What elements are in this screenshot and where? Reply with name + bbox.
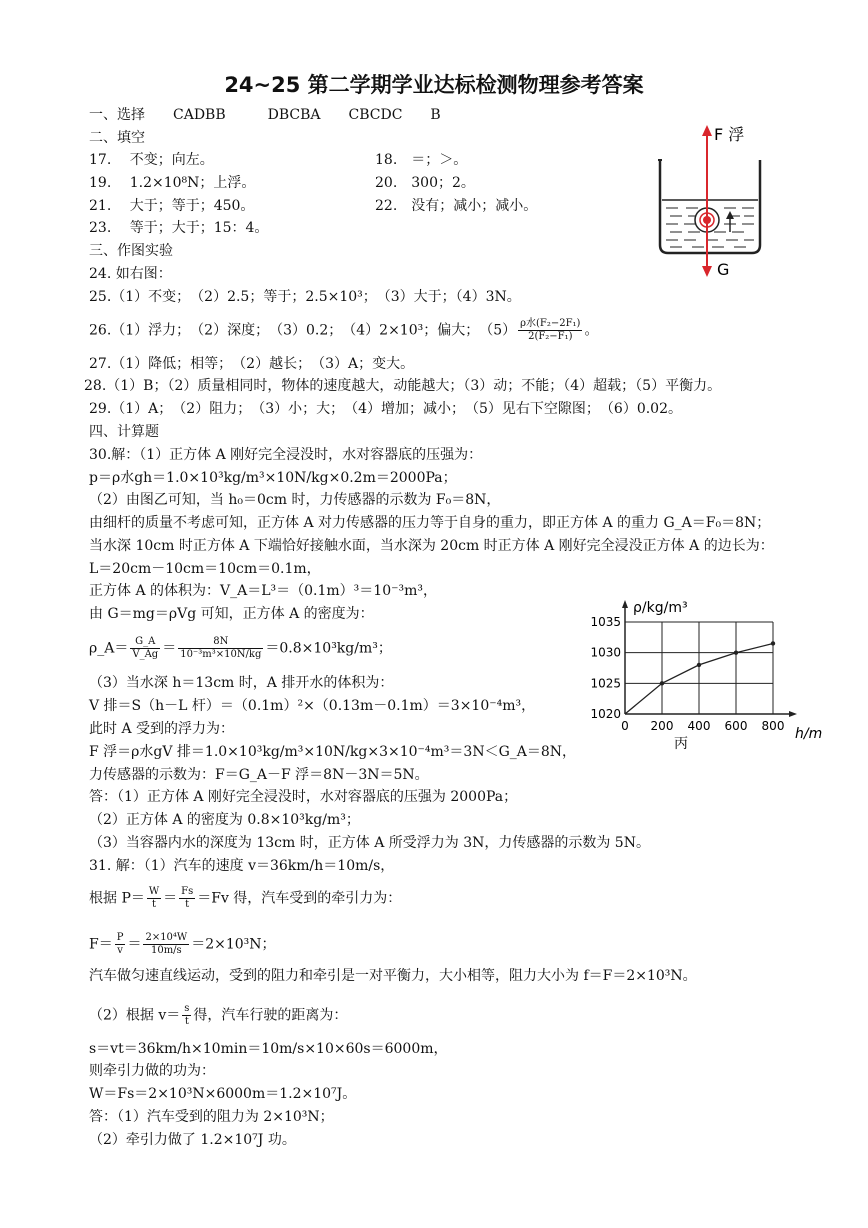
formula-text: 根据 P＝ — [89, 890, 145, 907]
fraction-denominator: V_Ag — [132, 649, 159, 660]
density-formula — [89, 636, 392, 661]
fraction-denominator: 10⁻³m³×10N/kg — [180, 649, 262, 660]
chart-svg — [585, 590, 835, 780]
section-fill-blank: 二、填空 — [89, 130, 145, 146]
fraction-numerator: ρ水(F₂−2F₁) — [520, 318, 581, 329]
answer-27: 27.（1）降低；相等； （2）越长； （3）A；变大。 — [89, 356, 415, 372]
velocity-formula — [89, 1003, 347, 1028]
y-axis-arrow — [622, 600, 628, 608]
data-point — [734, 650, 738, 654]
solution-30-line: （2）由图乙可知，当 h₀＝0cm 时，力传感器的示数为 F₀＝8N， — [89, 492, 501, 508]
center-point — [703, 216, 711, 224]
solution-30-line: （3）当容器内水的深度为 13cm 时，正方体 A 所受浮力为 3N，力传感器的示数为 5N。 — [89, 835, 650, 851]
formula-result: ＝0.8×10³kg/m³； — [265, 640, 392, 657]
solution-30-line: 答：（1）正方体 A 刚好完全浸没时，水对容器底的压强为 2000Pa； — [89, 789, 518, 805]
formula-text: （2）根据 v＝ — [89, 1007, 181, 1024]
formula-fraction — [182, 1003, 191, 1028]
buoyant-force-label: F 浮 — [714, 125, 745, 144]
solution-31-line: 答：（1）汽车受到的阻力为 2×10³N； — [89, 1109, 334, 1125]
fraction-denominator: t — [152, 899, 157, 910]
formula-equals: ＝ — [162, 640, 177, 657]
solution-30-line: 正方体 A 的体积为：V_A＝L³＝（0.1m）³＝10⁻³m³， — [89, 583, 437, 599]
formula-result: 得，汽车行驶的距离为： — [193, 1007, 348, 1024]
solution-30-line: 此时 A 受到的浮力为： — [89, 721, 235, 737]
solution-30-line: 当水深 10cm 时正方体 A 下端恰好接触水面，当水深为 20cm 时正方体 A 刚好完全浸没正方体 A 的边长为： — [89, 538, 774, 554]
solution-30-line: F 浮＝ρ水gV 排＝1.0×10³kg/m³×10N/kg×3×10⁻⁴m³＝3N＜G_A＝8N， — [89, 744, 577, 760]
answer-22: 22. 没有；减小；减小。 — [375, 198, 538, 214]
answer-24: 24. 如右图： — [89, 266, 172, 282]
fraction-denominator: 10m/s — [150, 945, 182, 956]
fraction-numerator: s — [184, 1003, 190, 1014]
data-point — [697, 663, 701, 667]
buoyant-force-arrowhead — [702, 125, 712, 136]
answer-21: 21. 大于；等于；450。 — [89, 198, 255, 214]
x-tick-label: 200 — [650, 719, 674, 733]
y-tick-label: 1035 — [590, 615, 621, 629]
answer-19: 19. 1.2×10⁸N；上浮。 — [89, 175, 256, 191]
arrow-head-small — [726, 211, 734, 219]
choice-answers: 一、选择 CADBB DBCBA CBCDC B — [89, 107, 441, 123]
beaker-force-diagram — [650, 120, 770, 285]
solution-30-line: V 排＝S（h－L 杆）＝（0.1m）²×（0.13m－0.1m）＝3×10⁻⁴m³， — [89, 698, 536, 714]
data-point — [660, 681, 664, 685]
answer-26-end: 。 — [584, 322, 599, 339]
fraction-numerator: G_A — [130, 636, 160, 649]
fraction-numerator: Fs — [181, 886, 194, 897]
y-tick-label: 1030 — [590, 645, 621, 660]
fraction-numerator: W — [148, 886, 160, 897]
solution-31-line: 则牵引力做的功为： — [89, 1063, 215, 1079]
gravity-label: G — [717, 260, 730, 279]
page-title: 24~25 第二学期学业达标检测物理参考答案 — [224, 73, 644, 97]
formula-equals: ＝ — [163, 890, 178, 907]
formula-fraction — [130, 636, 160, 661]
fraction-denominator: 2(F₂−F₁) — [528, 331, 573, 342]
power-formula — [89, 886, 401, 911]
answer-18: 18. ＝；＞。 — [375, 152, 468, 168]
solution-30-line: （3）当水深 h＝13cm 时，A 排开水的体积为： — [89, 675, 394, 691]
answer-25: 25.（1）不变； （2）2.5；等于；2.5×10³； （3）大于；（4）3N。 — [89, 289, 521, 305]
fraction-denominator: t — [184, 1016, 189, 1027]
answer-28: 28.（1）B；（2）质量相同时，物体的速度越大，动能越大；（3）动；不能；（4）超载；（5）平衡力。 — [84, 378, 722, 394]
solution-30-line: p＝ρ水gh＝1.0×10³kg/m³×10N/kg×0.2m＝2000Pa； — [89, 470, 457, 486]
solution-31-line: 31. 解：（1）汽车的速度 v＝36km/h＝10m/s， — [89, 858, 395, 874]
answer-29: 29.（1）A； （2）阻力； （3）小；大； （4）增加；减小； （5）见右下空隙图； （6）0.02。 — [89, 401, 682, 417]
y-axis-label: ρ/kg/m³ — [633, 600, 688, 616]
fraction-numerator: P — [116, 932, 124, 943]
answer-26-text: 26.（1）浮力； （2）深度； （3）0.2； （4）2×10³；偏大； （5） — [89, 322, 517, 339]
data-point — [771, 641, 775, 645]
chart-caption: 丙 — [674, 736, 688, 752]
x-tick-label: 800 — [761, 719, 785, 733]
x-tick-label: 0 — [621, 719, 629, 733]
solution-31-line: s＝vt＝36km/h×10min＝10m/s×10×60s＝6000m， — [89, 1041, 448, 1057]
solution-31-line: （2）牵引力做了 1.2×10⁷J 功。 — [89, 1132, 296, 1148]
solution-31-line: 汽车做匀速直线运动，受到的阻力和牵引是一对平衡力，大小相等，阻力大小为 f＝F＝2×10³N。 — [89, 968, 697, 984]
formula-result: ＝2×10³N； — [191, 936, 276, 953]
answer-26 — [89, 318, 598, 343]
fraction-denominator: v — [117, 945, 123, 956]
formula-fraction — [143, 932, 189, 957]
x-tick-label: 400 — [687, 719, 711, 733]
answer-26-fraction — [518, 318, 582, 343]
formula-result: ＝Fv 得，汽车受到的牵引力为： — [197, 890, 402, 907]
formula-equals: ＝ — [127, 936, 142, 953]
answer-20: 20. 300；2。 — [375, 175, 475, 191]
y-tick-label: 1020 — [590, 707, 621, 721]
density-chart — [585, 590, 835, 780]
formula-text: F＝ — [89, 936, 113, 953]
formula-fraction — [147, 886, 161, 911]
solution-31-line: W＝Fs＝2×10³N×6000m＝1.2×10⁷J。 — [89, 1086, 357, 1102]
fraction-numerator: 8N — [178, 636, 263, 649]
answer-17: 17. 不变；向左。 — [89, 152, 214, 168]
solution-30-line: 力传感器的示数为：F＝G_A－F 浮＝8N－3N＝5N。 — [89, 767, 429, 783]
answer-23: 23. 等于；大于；15：4。 — [89, 220, 269, 236]
formula-text: ρ_A＝ — [89, 640, 129, 657]
x-axis-label: h/m — [795, 726, 823, 742]
section-calculation: 四、计算题 — [89, 424, 159, 440]
fraction-denominator: t — [185, 899, 190, 910]
solution-30-line: （2）正方体 A 的密度为 0.8×10³kg/m³； — [89, 812, 360, 828]
formula-fraction — [179, 886, 195, 911]
solution-30-line: 由 G＝mg＝ρVg 可知，正方体 A 的密度为： — [89, 606, 374, 622]
x-tick-label: 600 — [724, 719, 748, 733]
section-drawing-experiment: 三、作图实验 — [89, 243, 173, 259]
formula-fraction — [115, 932, 126, 957]
y-tick-label: 1025 — [590, 676, 621, 691]
fraction-numerator: 2×10⁴W — [145, 932, 188, 943]
force-formula — [89, 932, 276, 957]
gravity-arrowhead — [702, 266, 712, 277]
beaker-outline — [660, 160, 760, 253]
x-axis-arrow — [789, 711, 797, 717]
formula-fraction — [178, 636, 263, 661]
solution-30-line: 30.解：（1）正方体 A 刚好完全浸没时，水对容器底的压强为： — [89, 447, 483, 463]
solution-30-line: L＝20cm－10cm＝10cm＝0.1m， — [89, 561, 321, 577]
beaker-svg — [650, 120, 770, 285]
solution-30-line: 由细杆的质量不考虑可知，正方体 A 对力传感器的压力等于自身的重力，即正方体 A 的重力 G_A＝F₀＝8N； — [89, 515, 771, 531]
